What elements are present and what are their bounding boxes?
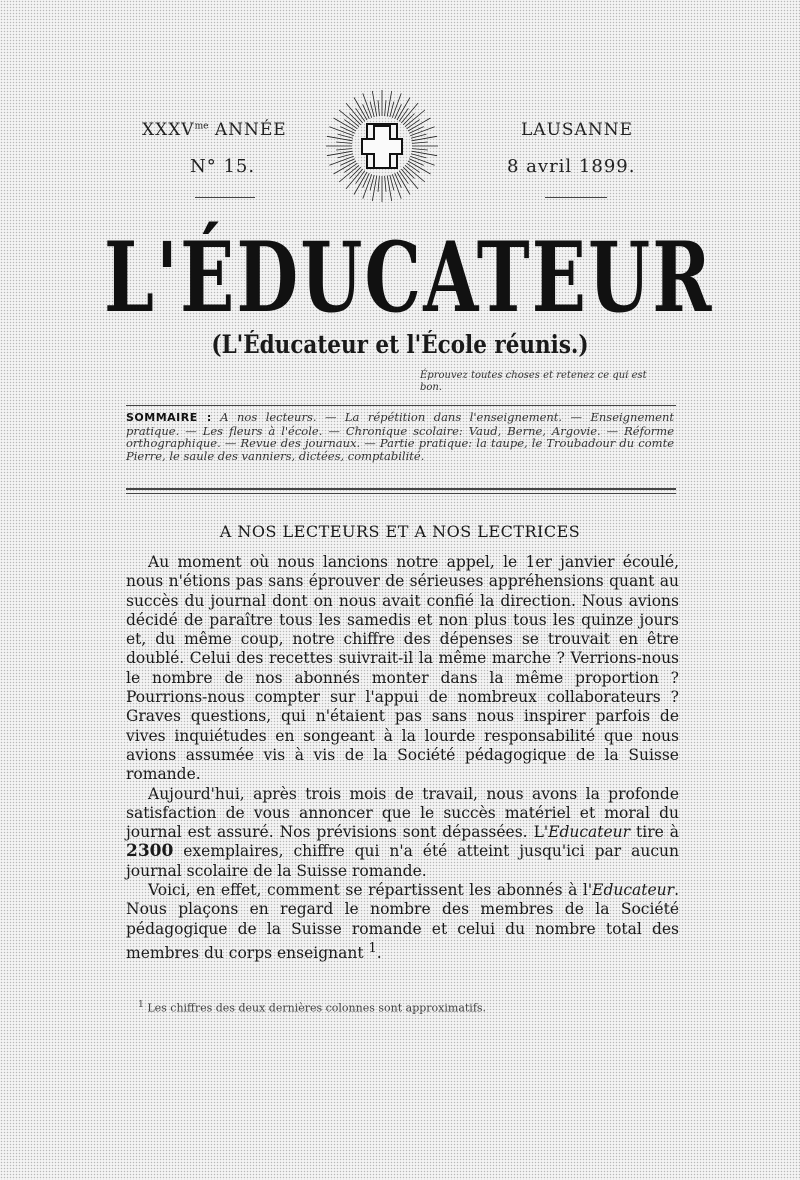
sunburst-ray [363,173,370,188]
sunburst-ray [395,173,402,188]
masthead-title: L'ÉDUCATEUR [104,221,714,334]
sunburst-ray [395,104,402,119]
article-body [126,553,679,963]
header-rule-left [195,197,255,198]
sunburst-ray [409,159,424,166]
motto: Éprouvez toutes choses et retenez ce qui est bon. [420,370,647,393]
sunburst-ray [385,100,386,116]
city-label: LAUSANNE [521,120,633,140]
sunburst-ray [405,165,425,182]
sunburst-ray [401,169,418,189]
sunburst-ray [336,142,352,143]
sommaire-label: SOMMAIRE : [126,411,212,424]
sunburst-ray [412,149,428,150]
footnote-ref: 1 [368,940,377,956]
sommaire-text: A nos lecteurs. — La répétition dans l'enseignement. — Enseignement pratique. — Les fleurs à l'école. — Chronique scolaire: Vaud, Berne, Argovie. — Réforme orthographique. — Revue des journaux. — Partie pratique: la taupe, le Troubadour du comte Pierre, le saule des vanniers, dictées, comptabilité. [126,410,674,463]
sommaire-bottom-rule-thin [126,493,676,494]
sunburst-ray [340,127,355,134]
sunburst-ray [378,100,379,116]
sunburst-ray [336,149,352,150]
sommaire-top-rule [126,405,676,406]
swiss-cross-emblem [318,88,448,208]
sommaire [126,411,674,462]
article-title: A NOS LECTEURS ET A NOS LECTRICES [219,522,581,541]
sunburst-ray [339,110,359,127]
year-label: $XXXV^{me}$ ANNÉE [142,120,287,140]
sunburst-ray [346,103,363,123]
sunburst-ray [340,159,355,166]
sommaire-bottom-rule [126,488,676,490]
print-run: 2300 [126,841,174,862]
sunburst-ray [378,176,379,192]
issue-date: 8 avril 1899. [507,156,636,177]
sunburst-ray [412,142,428,143]
sunburst-ray [405,110,425,127]
footnote: $^1$ Les chiffres des deux dernières colonnes sont approximatifs. [138,999,487,1015]
sunburst-ray [401,103,418,123]
sunburst-ray [346,169,363,189]
header-rule-right [545,197,607,198]
paragraph-1: Au moment où nous lancions notre appel, le 1er janvier écoulé, nous n'étions pas sans éprouver de sérieuses appréhensions quant au succès du journal dont on nous avait confié la direction. Nous avions décidé de paraître tous les samedis et non plus tous les quinze jours et, du même coup, notre chiffre des dépenses se trouvait en être doublé. Celui des recettes suivrait-il la même marche ? Verrions-nous le nombre de nos abonnés monter dans la même proportion ? Pourrions-nous compter sur l'appui de nombreux collaborateurs ? Graves questions, qui n'étaient pas sans nous inspirer parfois de vives inquiétudes en songeant à la lourde responsabilité que nous avions assumée vis à vis de la Société pédagogique de la Suisse romande. [126,553,679,784]
sunburst-ray [385,176,386,192]
issue-number: N° 15. [190,156,256,177]
paragraph-3: Voici, en effet, comment se répartissent les abonnés à l'Educateur. Nous plaçons en regard le nombre des membres de la Société pédagogique de la Suisse romande et celui du nombre total des membres du corps enseignant $^1$. [126,881,679,963]
masthead-subtitle: (L'Éducateur et l'École réunis.) [211,330,589,359]
sunburst-ray [363,104,370,119]
sunburst-ray [339,165,359,182]
paragraph-2: Aujourd'hui, après trois mois de travail, nous avons la profonde satisfaction de vous annoncer que le succès matériel et moral du journal est assuré. Nos prévisions sont dépassées. L'Educateur tire à 2300 exemplaires, chiffre qui n'a été atteint jusqu'ici par aucun journal scolaire de la Suisse romande. [126,784,679,880]
sunburst-ray [409,127,424,134]
